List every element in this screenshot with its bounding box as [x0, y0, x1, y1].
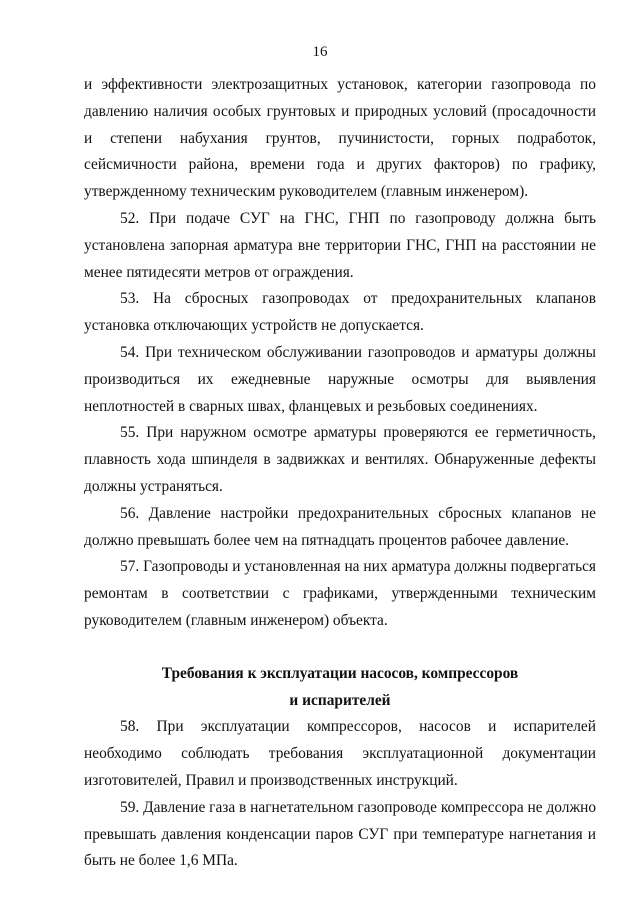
section-heading-line-2: и испарителей	[289, 691, 391, 709]
paragraph-56: 56. Давление настройки предохранительных сбросных клапанов не должно превышать более чем на пятнадцать процентов рабочее давление.	[84, 504, 596, 549]
section-gap	[84, 635, 596, 661]
paragraph-59: 59. Давление газа в нагнетательном газопроводе компрессора не должно превышать давления конденсации паров СУГ при температуре нагнетания и быть не более 1,6 МПа.	[84, 798, 597, 870]
paragraph-57: 57. Газопроводы и установленная на них арматура должны подвергаться ремонтам в соответствии с графиками, утвержденными техническим руководителем (главным инженером) объекта.	[84, 558, 596, 629]
paragraph-continuation: и эффективности электрозащитных установок, категории газопровода по давлению наличия особых грунтовых и природных условий (просадочности и степени набухания грунтов, пучинистости, горных подработок, сейсмичности района, времени года и других факторов) по графику, утвержденному техническим руководителем (главным инженером).	[84, 76, 596, 201]
paragraph-58: 58. При эксплуатации компрессоров, насосов и испарителей необходимо соблюдать требования эксплуатационной документации изготовителей, Правил и производственных инструкций.	[84, 718, 596, 789]
page-number: 16	[312, 44, 328, 60]
section-heading-line-1: Требования к эксплуатации насосов, компрессоров	[161, 664, 519, 682]
document-body	[84, 72, 596, 875]
paragraph-52: 52. При подаче СУГ на ГНС, ГНП по газопроводу должна быть установлена запорная арматура вне территории ГНС, ГНП на расстоянии не менее пятидесяти метров от ограждения.	[84, 209, 596, 281]
paragraph-55: 55. При наружном осмотре арматуры проверяются ее герметичность, плавность хода шпинделя в задвижках и вентилях. Обнаруженные дефекты должны устраняться.	[84, 424, 596, 495]
section-heading	[84, 661, 596, 715]
paragraph-53: 53. На сбросных газопроводах от предохранительных клапанов установка отключающих устройств не допускается.	[84, 290, 596, 335]
paragraph-54: 54. При техническом обслуживании газопроводов и арматуры должны производиться их ежедневные наружные осмотры для выявления неплотностей в сварных швах, фланцевых и резьбовых соединениях.	[84, 343, 596, 415]
